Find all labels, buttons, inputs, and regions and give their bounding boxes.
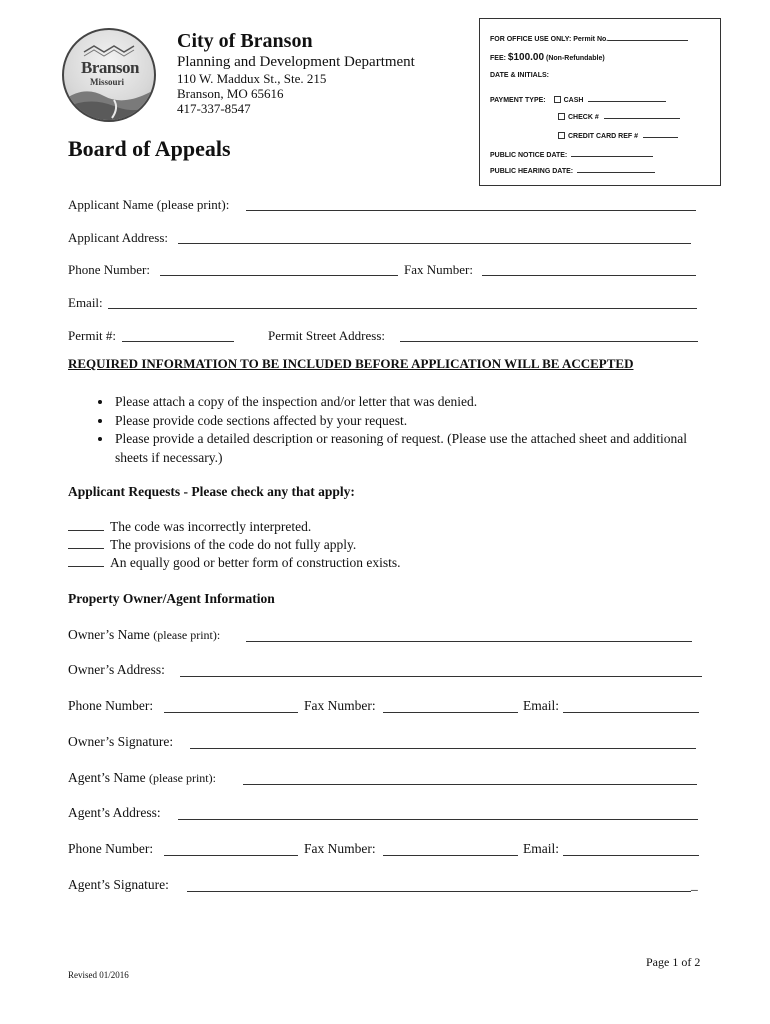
logo-word: Branson bbox=[81, 58, 139, 77]
owner-agent-heading: Property Owner/Agent Information bbox=[68, 591, 275, 606]
agent-email-field[interactable] bbox=[563, 855, 699, 856]
office-date-initials: DATE & INITIALS: bbox=[490, 72, 549, 79]
form-title: Board of Appeals bbox=[68, 136, 231, 161]
office-payment-type: PAYMENT TYPE: CASH bbox=[490, 94, 666, 104]
logo-sub: Missouri bbox=[90, 77, 125, 87]
owner-name-label: Owner’s Name (please print): bbox=[68, 627, 221, 642]
office-notice-date: PUBLIC NOTICE DATE: bbox=[490, 149, 653, 159]
owner-email-label: Email: bbox=[523, 698, 559, 713]
agent-fax-field[interactable] bbox=[383, 855, 518, 856]
address-line-2: Branson, MO 65616 bbox=[177, 86, 284, 101]
request-item: The provisions of the code do not fully apply. bbox=[68, 536, 401, 554]
agent-phone-field[interactable] bbox=[164, 855, 298, 856]
request-check-blank[interactable] bbox=[68, 554, 104, 567]
agent-signature-field[interactable] bbox=[187, 891, 691, 892]
owner-phone-label: Phone Number: bbox=[68, 698, 154, 713]
request-item: The code was incorrectly interpreted. bbox=[68, 518, 401, 536]
owner-fax-label: Fax Number: bbox=[304, 698, 376, 713]
applicant-email-field[interactable] bbox=[108, 308, 697, 309]
applicant-address-field[interactable] bbox=[178, 243, 691, 244]
owner-name-field[interactable] bbox=[246, 641, 692, 642]
applicant-phone-label: Phone Number: bbox=[68, 262, 150, 277]
requirements-list bbox=[68, 393, 708, 467]
revised-date: Revised 01/2016 bbox=[68, 970, 129, 980]
applicant-name-label: Applicant Name (please print): bbox=[68, 197, 230, 212]
office-use-box bbox=[479, 18, 721, 186]
address-phone: 417-337-8547 bbox=[177, 101, 251, 116]
applicant-phone-field[interactable] bbox=[160, 275, 398, 276]
address-line-1: 110 W. Maddux St., Ste. 215 bbox=[177, 71, 327, 86]
permit-number-label: Permit #: bbox=[68, 328, 117, 343]
credit-checkbox[interactable] bbox=[558, 132, 565, 139]
owner-signature-field[interactable] bbox=[190, 748, 696, 749]
request-check-blank[interactable] bbox=[68, 518, 104, 531]
agent-signature-tail: _ bbox=[691, 877, 698, 892]
city-name: City of Branson bbox=[177, 30, 313, 52]
permit-number-field[interactable] bbox=[122, 341, 234, 342]
owner-phone-field[interactable] bbox=[164, 712, 298, 713]
owner-email-field[interactable] bbox=[563, 712, 699, 713]
required-info-heading: REQUIRED INFORMATION TO BE INCLUDED BEFORE APPLICATION WILL BE ACCEPTED bbox=[68, 356, 634, 371]
agent-email-label: Email: bbox=[523, 841, 559, 856]
permit-street-label: Permit Street Address: bbox=[268, 328, 385, 343]
agent-name-field[interactable] bbox=[243, 784, 697, 785]
agent-name-label: Agent’s Name (please print): bbox=[68, 770, 216, 785]
office-fee-line: FEE: $100.00 (Non-Refundable) bbox=[490, 52, 605, 63]
check-checkbox[interactable] bbox=[558, 113, 565, 120]
agent-fax-label: Fax Number: bbox=[304, 841, 376, 856]
page-number: Page 1 of 2 bbox=[646, 955, 701, 969]
office-permit-line: FOR OFFICE USE ONLY: Permit No. bbox=[490, 33, 688, 43]
requirement-item: • Please attach a copy of the inspection and/or letter that was denied. bbox=[113, 393, 708, 412]
applicant-email-label: Email: bbox=[68, 295, 103, 310]
agent-phone-label: Phone Number: bbox=[68, 841, 154, 856]
office-hearing-date: PUBLIC HEARING DATE: bbox=[490, 165, 655, 175]
cash-checkbox[interactable] bbox=[554, 96, 561, 103]
requirement-item: • Please provide a detailed description or reasoning of request. (Please use the attached sheet and additional sheets if necessary.) bbox=[113, 430, 708, 467]
office-credit-line: CREDIT CARD REF # bbox=[558, 130, 678, 140]
fee-amount: $100.00 bbox=[507, 52, 545, 63]
applicant-fax-label: Fax Number: bbox=[404, 262, 473, 277]
department-name: Planning and Development Department bbox=[177, 54, 415, 70]
owner-address-field[interactable] bbox=[180, 676, 702, 677]
applicant-fax-field[interactable] bbox=[482, 275, 696, 276]
agent-signature-label: Agent’s Signature: bbox=[68, 877, 169, 892]
requests-heading: Applicant Requests - Please check any that apply: bbox=[68, 484, 355, 499]
applicant-address-label: Applicant Address: bbox=[68, 230, 169, 245]
request-check-blank[interactable] bbox=[68, 536, 104, 549]
owner-address-label: Owner’s Address: bbox=[68, 662, 165, 677]
applicant-name-field[interactable] bbox=[246, 210, 696, 211]
office-check-line: CHECK # bbox=[558, 111, 680, 121]
department-address bbox=[177, 71, 326, 116]
owner-fax-field[interactable] bbox=[383, 712, 518, 713]
agent-address-label: Agent’s Address: bbox=[68, 805, 161, 820]
permit-street-field[interactable] bbox=[400, 341, 698, 342]
city-logo bbox=[62, 28, 156, 122]
owner-signature-label: Owner’s Signature: bbox=[68, 734, 174, 749]
request-item: An equally good or better form of construction exists. bbox=[68, 554, 401, 572]
requests-list bbox=[68, 518, 401, 572]
agent-address-field[interactable] bbox=[178, 819, 698, 820]
requirement-item: • Please provide code sections affected by your request. bbox=[113, 412, 708, 431]
